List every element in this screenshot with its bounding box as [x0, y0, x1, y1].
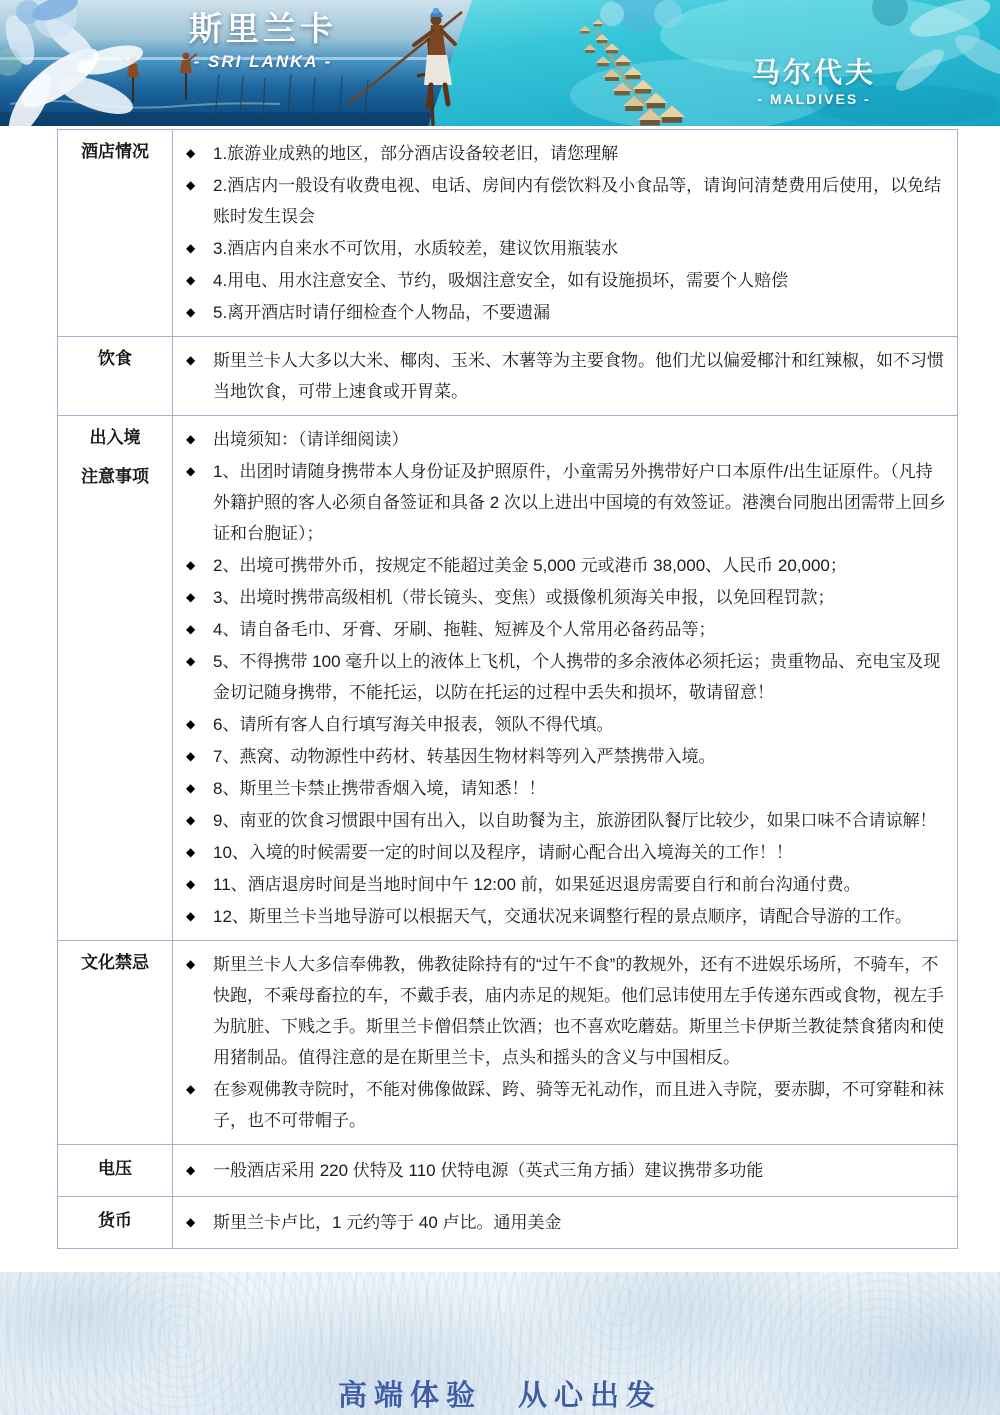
- row-content-cell: [173, 337, 958, 416]
- diamond-bullet-icon: ◆: [186, 1082, 196, 1096]
- footer-banner: [0, 1272, 1000, 1415]
- row-label: 饮食: [98, 349, 132, 368]
- maldives-subtitle: - MALDIVES -: [757, 91, 871, 108]
- diamond-bullet-icon: ◆: [186, 877, 196, 891]
- item-text: 1、出团时请随身携带本人身份证及护照原件，小童需另外携带好户口本原件/出生证原件。（凡持外籍护照的客人必须自备签证和具备 2 次以上进出中国境的有效签证。港澳台同胞出团需带上回乡证和台胞证）；: [213, 462, 946, 543]
- diamond-bullet-icon: ◆: [186, 241, 196, 255]
- diamond-bullet-icon: ◆: [186, 146, 196, 160]
- diamond-bullet-icon: ◆: [186, 845, 196, 859]
- row-label-cell: [58, 416, 173, 941]
- maldives-label-group: [738, 58, 890, 107]
- travel-info-table: [57, 129, 958, 1249]
- diamond-bullet-icon: ◆: [186, 813, 196, 827]
- maldives-title: 马尔代夫: [751, 57, 876, 88]
- diamond-bullet-icon: ◆: [186, 1215, 196, 1229]
- diamond-bullet-icon: ◆: [186, 781, 196, 795]
- table-row-immigration: [58, 416, 958, 941]
- hero-banner: [0, 0, 1000, 126]
- item-text: 2、出境可携带外币，按规定不能超过美金 5,000 元或港币 38,000、人民币 20,000；: [213, 556, 847, 575]
- diamond-bullet-icon: ◆: [186, 305, 196, 319]
- list-item: [186, 1207, 949, 1238]
- table-row-hotel: [58, 130, 958, 337]
- diamond-bullet-icon: ◆: [186, 957, 196, 971]
- list-item: [186, 805, 949, 836]
- diamond-bullet-icon: ◆: [186, 464, 196, 478]
- item-text: 9、南亚的饮食习惯跟中国有出入，以自助餐为主，旅游团队餐厅比较少，如果口味不合请谅解！: [213, 811, 937, 830]
- item-text: 1.旅游业成熟的地区，部分酒店设备较老旧，请您理解: [213, 144, 619, 163]
- row-content-cell: [173, 941, 958, 1145]
- table-row-food: [58, 337, 958, 416]
- row-label-cell: [58, 1145, 173, 1197]
- diamond-bullet-icon: ◆: [186, 353, 196, 367]
- list-item: [186, 837, 949, 868]
- item-text: 出境须知：（请详细阅读）: [213, 430, 409, 449]
- item-text: 8、斯里兰卡禁止携带香烟入境，请知悉！！: [213, 779, 546, 798]
- item-text: 3、出境时携带高级相机（带长镜头、变焦）或摄像机须海关申报，以免回程罚款；: [213, 588, 835, 607]
- list-item: [186, 297, 949, 328]
- sri-lanka-subtitle: - SRI LANKA -: [193, 51, 333, 71]
- row-label: 出入境: [89, 428, 141, 447]
- sri-lanka-title: 斯里兰卡: [189, 10, 337, 47]
- row-content-cell: [173, 130, 958, 337]
- list-item: [186, 582, 949, 613]
- diamond-bullet-icon: ◆: [186, 717, 196, 731]
- row-label: 文化禁忌: [81, 953, 149, 972]
- item-text: 12、斯里兰卡当地导游可以根据天气，交通状况来调整行程的景点顺序，请配合导游的工作。: [213, 907, 912, 926]
- row-label-cell: [58, 130, 173, 337]
- list-item: [186, 646, 949, 708]
- row-label: 注意事项: [81, 467, 149, 486]
- diamond-bullet-icon: ◆: [186, 273, 196, 287]
- list-item: [186, 709, 949, 740]
- list-item: [186, 265, 949, 296]
- row-label: 酒店情况: [81, 142, 149, 161]
- table-row-currency: [58, 1197, 958, 1249]
- list-item: [186, 456, 949, 549]
- row-content-cell: [173, 1145, 958, 1197]
- list-item: [186, 773, 949, 804]
- row-label-cell: [58, 1197, 173, 1249]
- item-text: 10、入境的时候需要一定的时间以及程序，请耐心配合出入境海关的工作！！: [213, 843, 793, 862]
- sri-lanka-label-group: [165, 12, 361, 72]
- list-item: [186, 614, 949, 645]
- list-item: [186, 345, 949, 407]
- item-text: 7、燕窝、动物源性中药材、转基因生物材料等列入严禁携带入境。: [213, 747, 716, 766]
- row-content-cell: [173, 1197, 958, 1249]
- item-text: 4.用电、用水注意安全、节约，吸烟注意安全，如有设施损坏，需要个人赔偿: [213, 271, 789, 290]
- row-label-cell: [58, 337, 173, 416]
- item-text: 6、请所有客人自行填写海关申报表，领队不得代填。: [213, 715, 614, 734]
- table-row-voltage: [58, 1145, 958, 1197]
- list-item: [186, 170, 949, 232]
- diamond-bullet-icon: ◆: [186, 590, 196, 604]
- row-label: 电压: [98, 1159, 132, 1178]
- diamond-bullet-icon: ◆: [186, 432, 196, 446]
- list-item: [186, 550, 949, 581]
- list-item: [186, 949, 949, 1073]
- diamond-bullet-icon: ◆: [186, 622, 196, 636]
- item-text: 斯里兰卡人大多以大米、椰肉、玉米、木薯等为主要食物。他们尤以偏爱椰汁和红辣椒，如不习惯当地饮食，可带上速食或开胃菜。: [213, 351, 944, 401]
- list-item: [186, 741, 949, 772]
- list-item: [186, 901, 949, 932]
- row-label-cell: [58, 941, 173, 1145]
- list-item: [186, 233, 949, 264]
- list-item: [186, 138, 949, 169]
- list-item: [186, 1155, 949, 1186]
- item-text: 一般酒店采用 220 伏特及 110 伏特电源（英式三角方插）建议携带多功能: [213, 1161, 764, 1180]
- row-label: 货币: [98, 1211, 132, 1230]
- table-row-culture: [58, 941, 958, 1145]
- list-item: [186, 869, 949, 900]
- item-text: 2.酒店内一般设有收费电视、电话、房间内有偿饮料及小食品等，请询问清楚费用后使用，以免结账时发生误会: [213, 176, 942, 226]
- diamond-bullet-icon: ◆: [186, 558, 196, 572]
- item-text: 4、请自备毛巾、牙膏、牙刷、拖鞋、短裤及个人常用必备药品等；: [213, 620, 716, 639]
- diamond-bullet-icon: ◆: [186, 178, 196, 192]
- list-item: [186, 1074, 949, 1136]
- item-text: 5、不得携带 100 毫升以上的液体上飞机，个人携带的多余液体必须托运；贵重物品、充电宝及现金切记随身携带，不能托运，以防在托运的过程中丢失和损坏，敬请留意！: [213, 652, 941, 702]
- item-text: 11、酒店退房时间是当地时间中午 12:00 前，如果延迟退房需要自行和前台沟通付费。: [213, 875, 861, 894]
- diamond-bullet-icon: ◆: [186, 1163, 196, 1177]
- row-content-cell: [173, 416, 958, 941]
- item-text: 5.离开酒店时请仔细检查个人物品，不要遗漏: [213, 303, 551, 322]
- item-text: 斯里兰卡卢比，1 元约等于 40 卢比。通用美金: [213, 1213, 562, 1232]
- diamond-bullet-icon: ◆: [186, 749, 196, 763]
- item-text: 斯里兰卡人大多信奉佛教，佛教徒除持有的“过午不食”的教规外，还有不进娱乐场所，不骑车，不快跑，不乘母畜拉的车，不戴手表，庙内赤足的规矩。他们忌讳使用左手传递东西或食物，视左手为肮脏、下贱之手。斯里兰卡僧侣禁止饮酒；也不喜欢吃蘑菇。斯里兰卡伊斯兰教徒禁食猪肉和使用猪制品。值得注意的是在斯里兰卡，点头和摇头的含义与中国相反。: [213, 955, 944, 1067]
- diamond-bullet-icon: ◆: [186, 909, 196, 923]
- list-item: [186, 424, 949, 455]
- item-text: 3.酒店内自来水不可饮用，水质较差，建议饮用瓶装水: [213, 239, 619, 258]
- footer-slogan: 高端体验 从心出发: [337, 1380, 662, 1412]
- item-text: 在参观佛教寺院时，不能对佛像做踩、跨、骑等无礼动作，而且进入寺院，要赤脚，不可穿鞋和袜子，也不可带帽子。: [213, 1080, 944, 1130]
- diamond-bullet-icon: ◆: [186, 654, 196, 668]
